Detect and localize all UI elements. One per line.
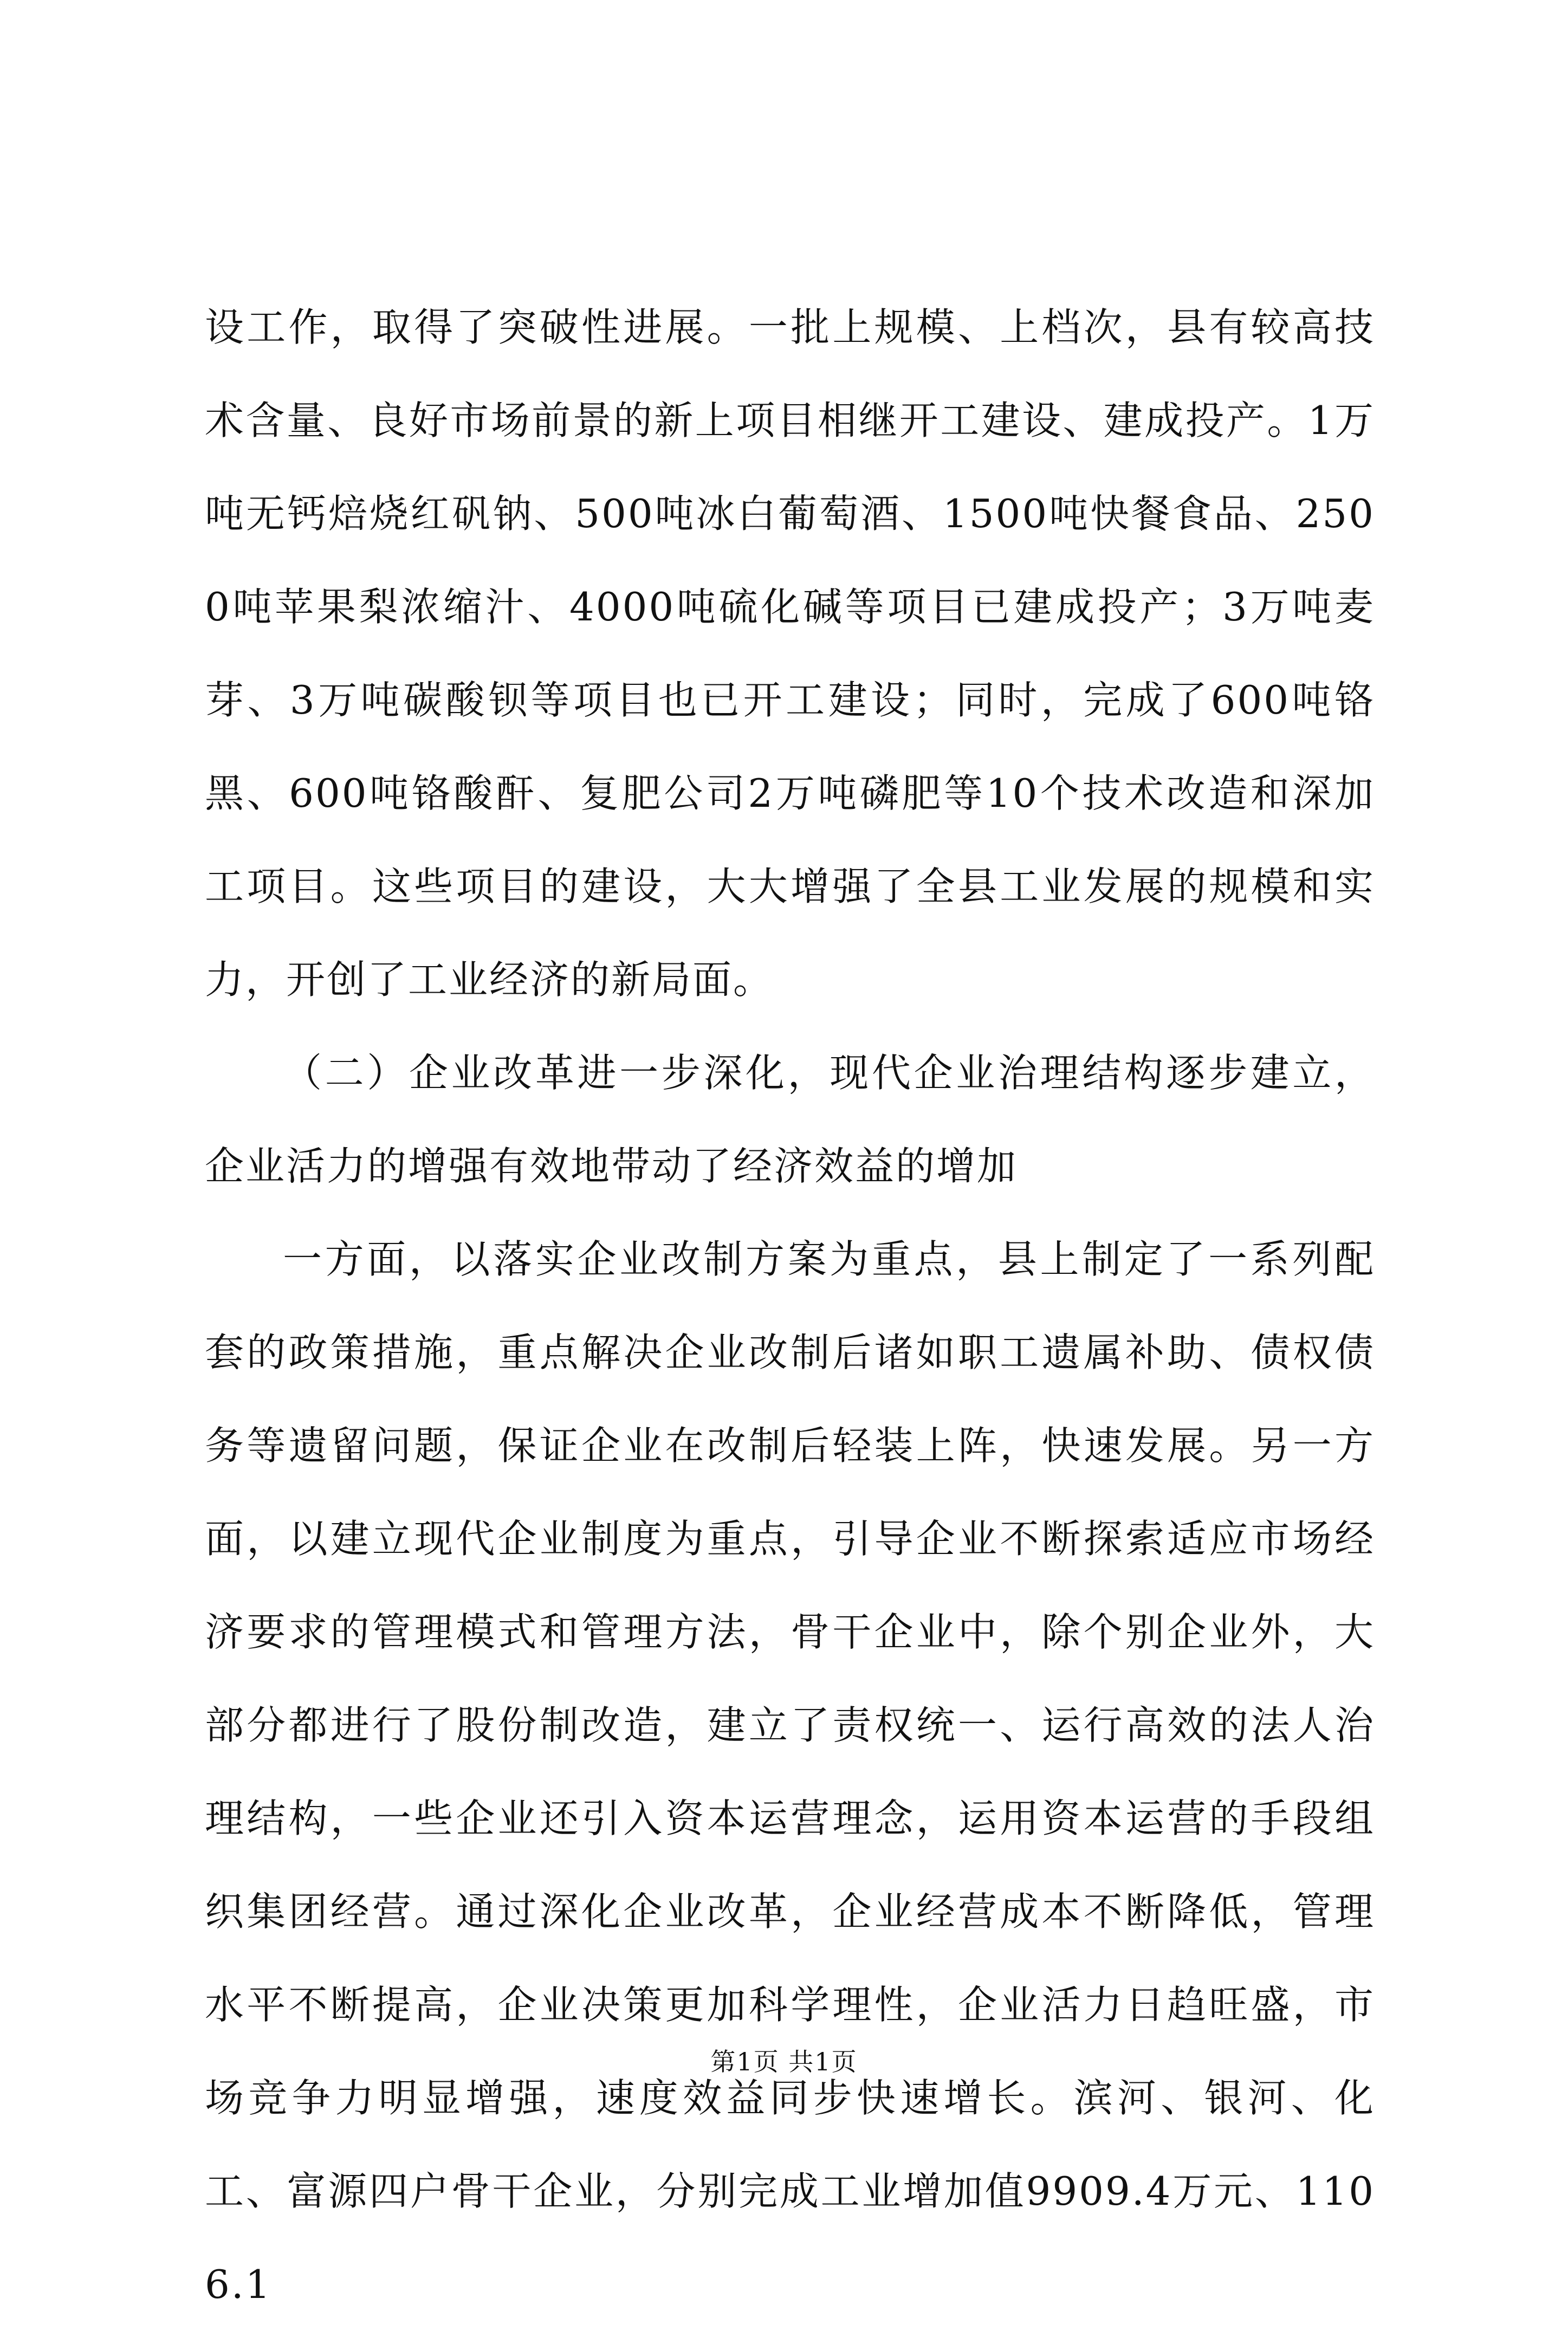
page-footer: 第1页 共1页	[710, 2047, 858, 2076]
document-body	[205, 281, 1375, 2331]
paragraph-continuation: 设工作，取得了突破性进展。一批上规模、上档次，县有较高技术含量、良好市场前景的新上项目相继开工建设、建成投产。1万吨无钙焙烧红矾钠、500吨冰白葡萄酒、1500吨快餐食品、2500吨苹果梨浓缩汁、4000吨硫化碱等项目已建成投产；3万吨麦芽、3万吨碳酸钡等项目也已开工建设；同时，完成了600吨铬黑、600吨铬酸酐、复肥公司2万吨磷肥等10个技术改造和深加工项目。这些项目的建设，大大增强了全县工业发展的规模和实力，开创了工业经济的新局面。	[205, 305, 1375, 1002]
paragraph-reform: 一方面，以落实企业改制方案为重点，县上制定了一系列配套的政策措施，重点解决企业改制后诸如职工遗属补助、债权债务等遗留问题，保证企业在改制后轻装上阵，快速发展。另一方面，以建立现代企业制度为重点，引导企业不断探索适应市场经济要求的管理模式和管理方法，骨干企业中，除个别企业外，大部分都进行了股份制改造，建立了责权统一、运行高效的法人治理结构，一些企业还引入资本运营理念，运用资本运营的手段组织集团经营。通过深化企业改革，企业经营成本不断降低，管理水平不断提高，企业决策更加科学理性，企业活力日趋旺盛，市场竞争力明显增强，速度效益同步快速增长。滨河、银河、化工、富源四户骨干企业，分别完成工业增加值9909.4万元、1106.1	[205, 1236, 1375, 2307]
section-heading: （二）企业改革进一步深化，现代企业治理结构逐步建立，企业活力的增强有效地带动了经济效益的增加	[205, 1050, 1375, 1189]
